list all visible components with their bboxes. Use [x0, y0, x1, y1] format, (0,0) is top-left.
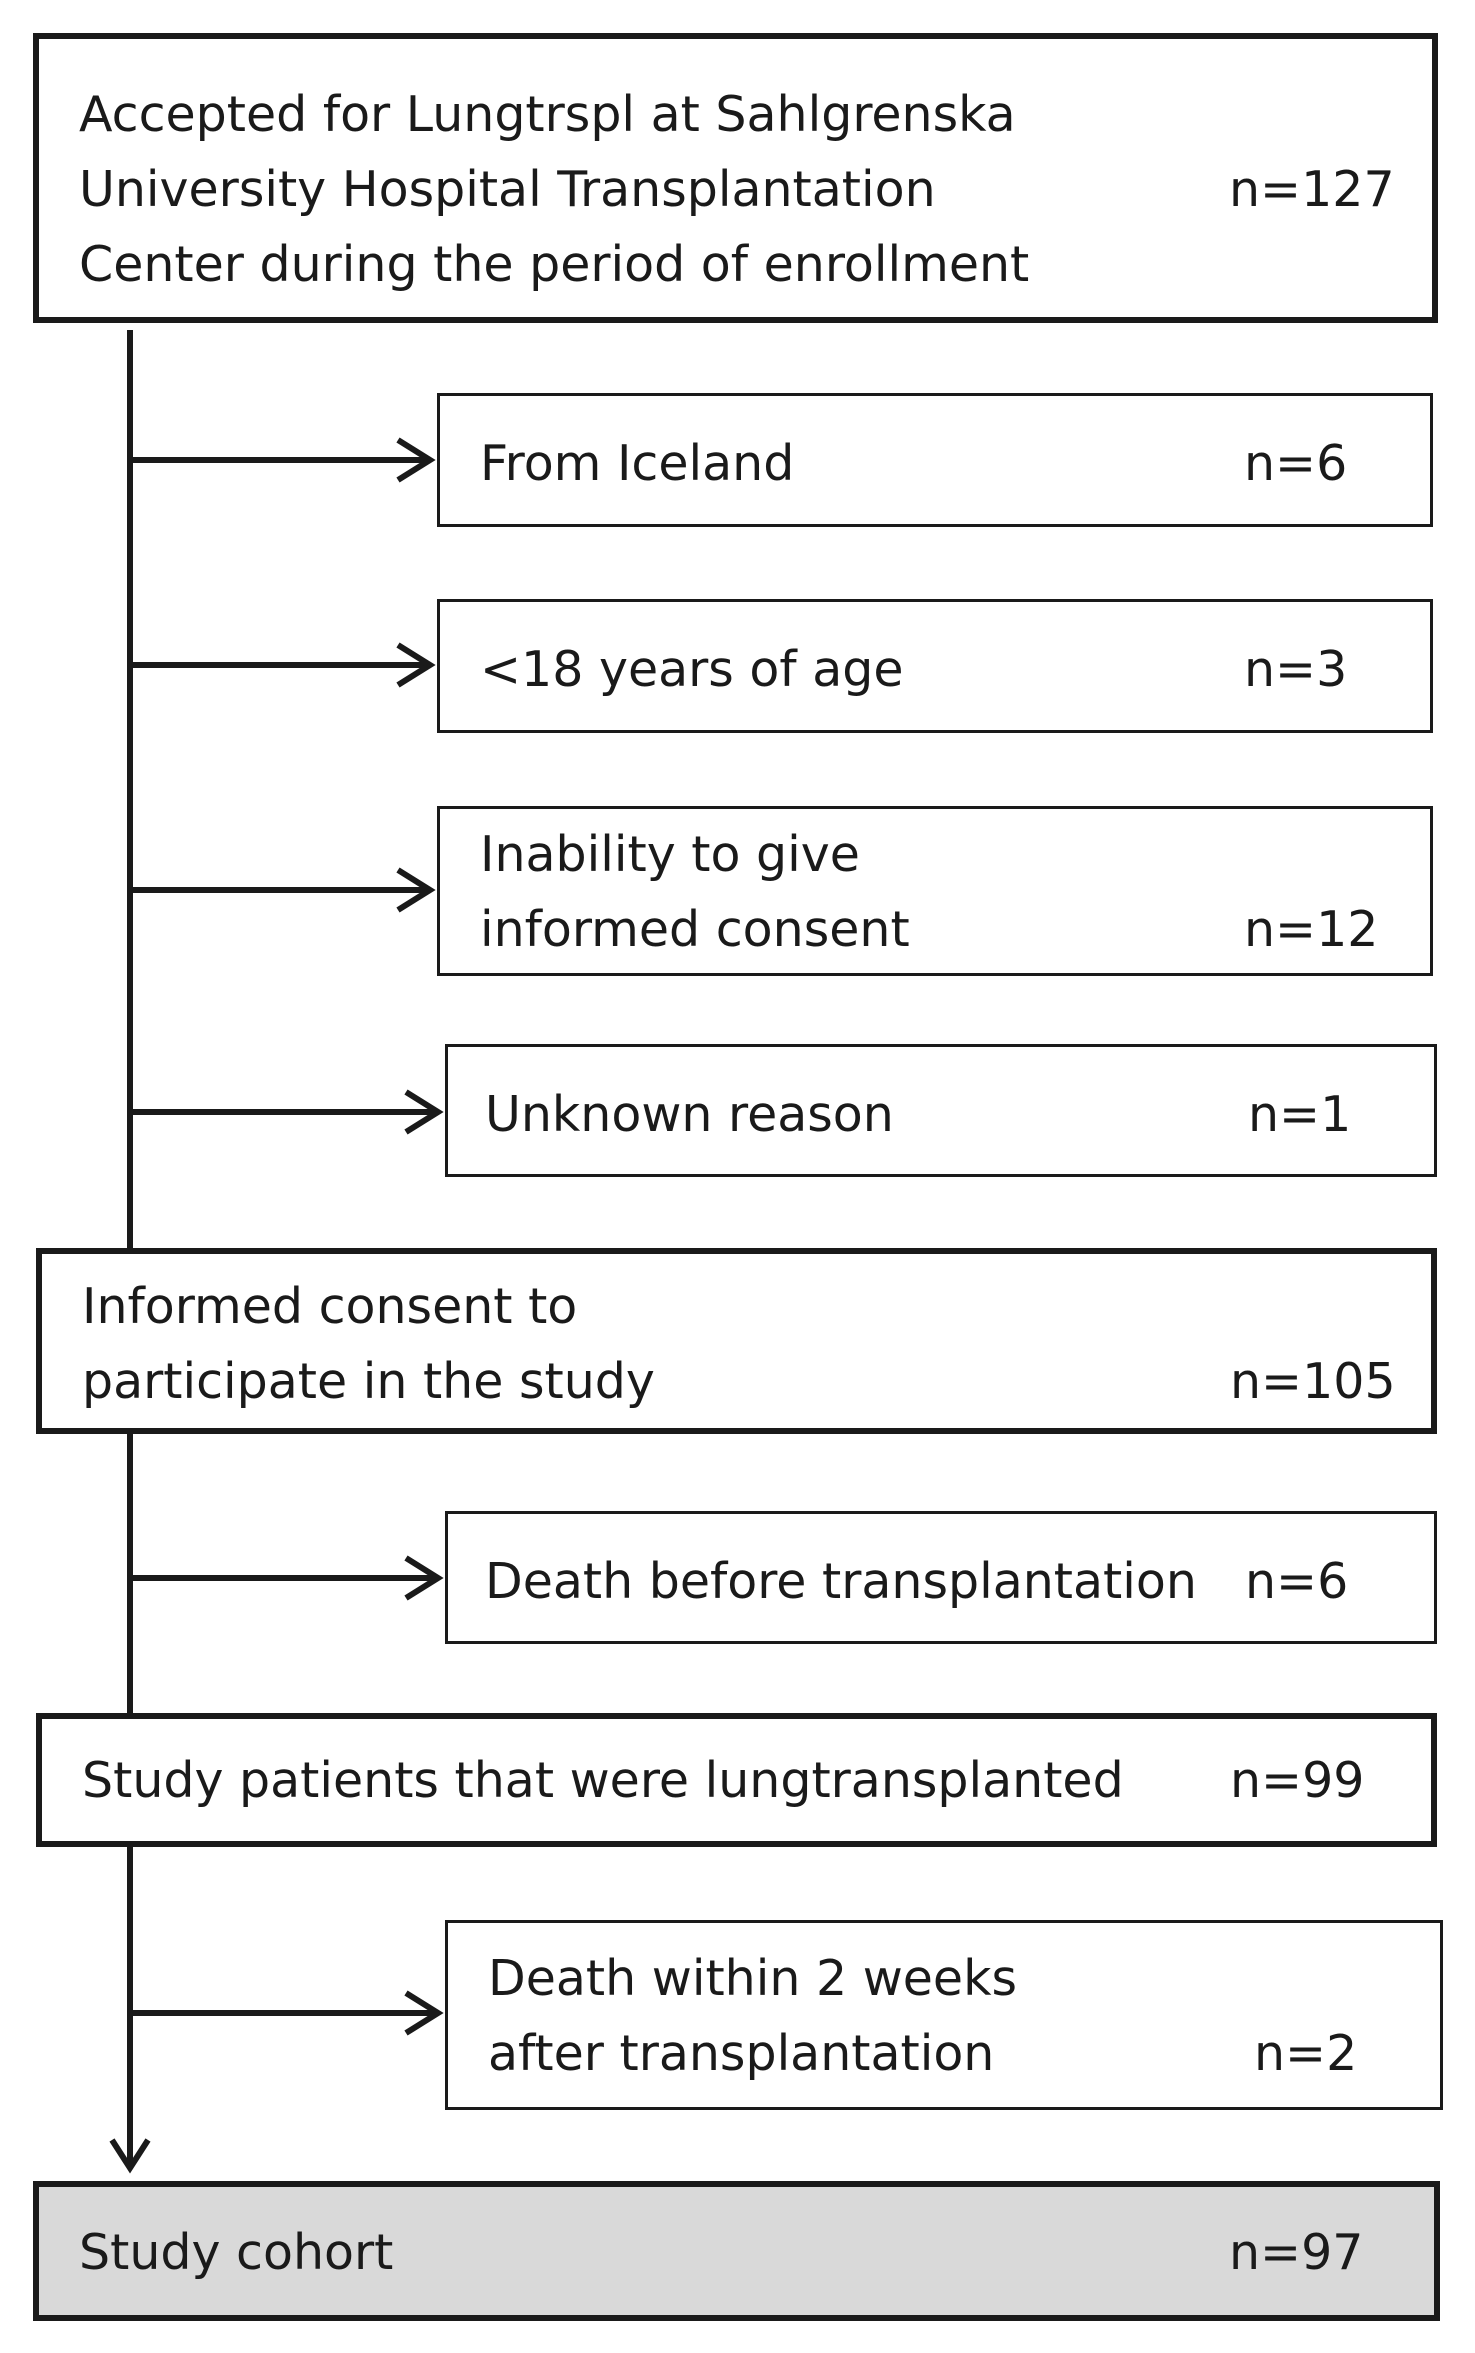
study-cohort-box — [33, 2181, 1440, 2321]
exclusion-box-inability — [437, 806, 1433, 976]
branch-arrow-death-before — [130, 1558, 438, 1598]
inability-count: n=12 — [1244, 901, 1379, 958]
branch-arrow-inability — [130, 870, 430, 910]
branch-arrow-age — [130, 645, 430, 685]
branch-arrow-iceland — [130, 440, 430, 480]
death-within-line-1: Death within 2 weeks — [488, 1950, 1017, 2007]
iceland-count: n=6 — [1244, 435, 1348, 492]
death-within-count: n=2 — [1254, 2025, 1358, 2082]
transplanted-box — [36, 1713, 1437, 1847]
branch-arrow-unknown — [130, 1092, 438, 1132]
inability-line-1: Inability to give — [480, 826, 860, 883]
unknown-label: Unknown reason — [485, 1086, 894, 1143]
cohort-count: n=97 — [1229, 2224, 1364, 2281]
exclusion-box-age — [437, 599, 1433, 733]
death-before-count: n=6 — [1245, 1553, 1349, 1610]
exclusion-box-death-before — [445, 1511, 1437, 1644]
exclusion-box-death-within — [445, 1920, 1443, 2110]
age-label: <18 years of age — [480, 641, 904, 698]
consent-box — [36, 1248, 1437, 1434]
accepted-box — [33, 33, 1438, 323]
exclusion-box-iceland — [437, 393, 1433, 527]
exclusion-box-unknown — [445, 1044, 1437, 1177]
accepted-count: n=127 — [1229, 161, 1395, 218]
iceland-label: From Iceland — [480, 435, 795, 492]
transplanted-count: n=99 — [1230, 1752, 1365, 1809]
accepted-line-1: Accepted for Lungtrspl at Sahlgrenska — [79, 86, 1016, 143]
consent-count: n=105 — [1230, 1353, 1396, 1410]
death-before-label: Death before transplantation — [485, 1553, 1197, 1610]
age-count: n=3 — [1244, 641, 1348, 698]
inability-line-2: informed consent — [480, 901, 910, 958]
cohort-label: Study cohort — [79, 2224, 394, 2281]
consent-line-2: participate in the study — [82, 1353, 655, 1410]
accepted-line-2: University Hospital Transplantation — [79, 161, 936, 218]
accepted-line-3: Center during the period of enrollment — [79, 236, 1030, 293]
transplanted-label: Study patients that were lungtransplanted — [82, 1752, 1124, 1809]
unknown-count: n=1 — [1248, 1086, 1352, 1143]
branch-arrow-death-within — [130, 1993, 438, 2033]
death-within-line-2: after transplantation — [488, 2025, 995, 2082]
consent-line-1: Informed consent to — [82, 1278, 578, 1335]
